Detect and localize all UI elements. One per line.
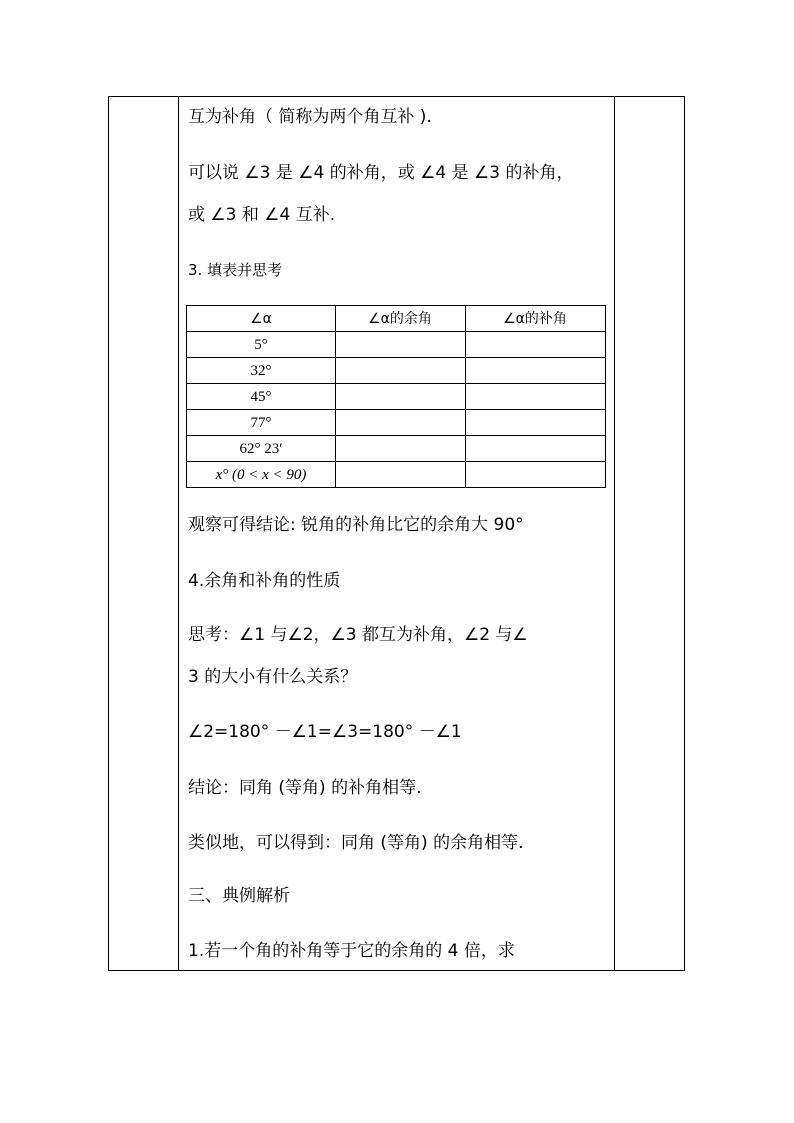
section-heading-properties: 4.余角和补角的性质	[188, 571, 341, 591]
table-header-supplement: ∠α的补角	[503, 311, 567, 327]
text-line-1: 互为补角（ 简称为两个角互补 ).	[188, 107, 432, 127]
conclusion-acute-angle: 观察可得结论: 锐角的补角比它的余角大 90°	[188, 515, 524, 535]
table-cell-supplement	[465, 462, 605, 488]
table-cell-supplement	[465, 384, 605, 410]
table-cell-complement	[335, 436, 465, 462]
table-header-complement: ∠α的余角	[368, 311, 432, 327]
table-cell-angle: 62° 23′	[239, 441, 283, 457]
section-heading-fill-table: 3. 填表并思考	[188, 261, 283, 279]
table-cell-supplement	[465, 410, 605, 436]
angle-table	[186, 305, 606, 488]
conclusion-supplement: 结论：同角 (等角) 的补角相等.	[188, 778, 422, 798]
column-divider-right	[614, 97, 615, 970]
table-cell-complement	[335, 384, 465, 410]
conclusion-complement: 类似地，可以得到：同角 (等角) 的余角相等.	[188, 833, 524, 853]
table-cell-supplement	[465, 358, 605, 384]
table-cell-supplement	[465, 436, 605, 462]
table-cell-complement	[335, 358, 465, 384]
table-cell-angle: 77°	[250, 415, 272, 431]
table-cell-angle: x° (0 < x < 90)	[215, 467, 307, 483]
table-cell-angle: 5°	[254, 337, 268, 353]
table-cell-angle: 45°	[250, 389, 272, 405]
table-cell-complement	[335, 462, 465, 488]
think-question-line-2: 3 的大小有什么关系？	[188, 667, 358, 687]
table-cell-supplement	[465, 332, 605, 358]
table-cell-complement	[335, 332, 465, 358]
example-problem-1: 1.若一个角的补角等于它的余角的 4 倍，求	[188, 941, 515, 961]
column-divider-left	[178, 97, 179, 970]
table-cell-complement	[335, 410, 465, 436]
think-question-line-1: 思考：∠1 与∠2，∠3 都互为补角，∠2 与∠	[188, 625, 528, 645]
table-cell-angle: 32°	[250, 363, 272, 379]
text-line-3: 或 ∠3 和 ∠4 互补.	[188, 205, 336, 225]
section-heading-examples: 三、典例解析	[188, 886, 290, 906]
angle-equation: ∠2=180° －∠1=∠3=180° －∠1	[188, 722, 462, 742]
text-line-2: 可以说 ∠3 是 ∠4 的补角，或 ∠4 是 ∠3 的补角，	[188, 163, 574, 183]
table-header-angle: ∠α	[250, 311, 272, 327]
